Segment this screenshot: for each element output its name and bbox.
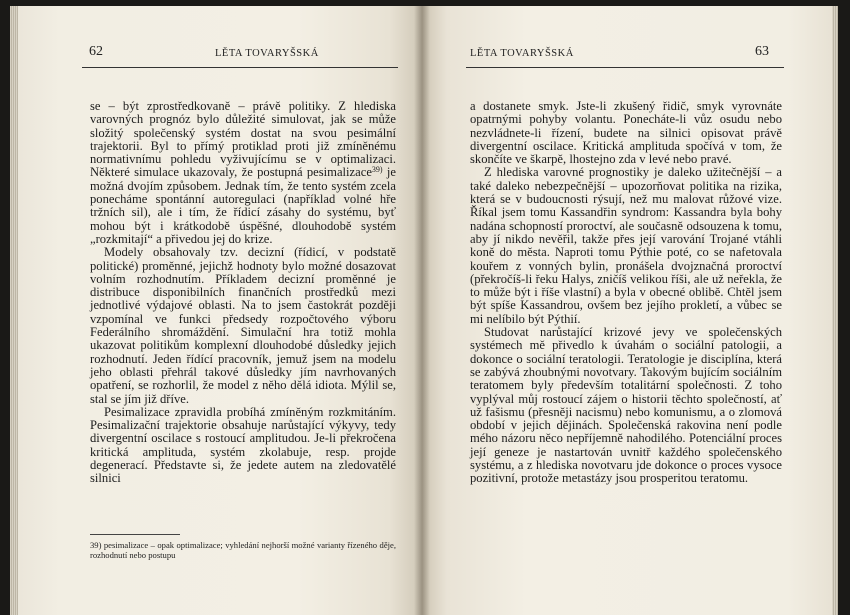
footnote: 39) pesimalizace – opak optimalizace; vyhledání nejhorší možné varianty řízeného děje, rozhodnutí nebo postupu (90, 540, 396, 560)
paragraph: Z hlediska varovné prognostiky je daleko užitečnější – a také daleko nebezpečnější – upozorňovat politika na rizika, která se v budoucnosti rýsují, než mu malovat růžové vize. Říkal jsem tomu Kassandřin syndrom: Kassandra byla bohy nadána schopností proroctví, ale současně odsouzena k tomu, aby jí nikdo nevěřil, takže přes její varování Trojané vtáhli koně do města. Naproti tomu Pýthie poté, co se nafetovala kouřem z vonných bylin, pronášela dvojznačná proroctví (překročíš-li řeku Halys, zničíš velikou říši, ale už neřekla, že to může být i říše vlastní) a byla v obecné oblibě. Chtěl jsem být spíše Kassandrou, ovšem bez jejího prokletí, a vůbec se mi nelíbilo být Pýthií. (470, 165, 782, 326)
page-edges-right (832, 6, 838, 615)
left-page (10, 6, 422, 615)
paragraph: Pesimalizace zpravidla probíhá zmíněným rozkmitáním. Pesimalizační trajektorie obsahuje narůstající výkyvy, tedy divergentní oscilace s rostoucí amplitudou. Je-li překročena kritická amplituda, systém zkolabuje, resp. projde degenerací. Představte si, že jedete autem na zledovatělé silnici (90, 404, 396, 486)
footnote-rule (90, 534, 180, 535)
paragraph: Modely obsahovaly tzv. decizní (řídicí, v podstatě politické) proměnné, jejichž hodnoty bylo možné dosazovat volním rozhodnutím. Příkladem decizní proměnné je distribuce disponibilních finančních prostředků mezi jednotlivé výdajové oblasti. Na to jsem častokrát později vzpomínal ve funkci předsedy rozpočtového výboru Federálního shromáždění. Simulační hra totiž mohla ukazovat politikům komplexní dlouhodobé důsledky jejich rozhodnutí. Jeden řídící pracovník, jemuž jsem na modelu jeho oblasti přehrál takové důsledky jím navrhovaných opatření, se rozhorlil, že model z něho dělá idiota. Mýlil se, stal se jím již dříve. (90, 245, 396, 406)
page-edges-left (10, 6, 18, 615)
paragraph: a dostanete smyk. Jste-li zkušený řidič, smyk vyrovnáte opatrnými pohyby volantu. Ponecháte-li vůz osudu nebo nezvládnete-li řízení, budete na silnici opisovat právě divergentní oscilace. Kritická amplituda spočívá v tom, že skončíte ve škarpě, lhostejno zda v levé nebo pravé. (470, 99, 782, 167)
right-body-text (470, 100, 782, 486)
footnote-ref: 39) (371, 165, 383, 175)
paragraph: Studovat narůstající krizové jevy ve společenských systémech mě přivedlo k úvahám o sociální patologii, a dokonce o sociální teratologii. Teratologie je disciplína, která se zabývá zhoubnými novotvary. Takovým bujícím sociálním teratomem byly především totalitární společnosti. Z toho vyplýval můj rostoucí zájem o historii těchto společností, ať už fašismu (přesněji nacismu) nebo komunismu, a o zlomová období v jejich dějinách. Společenská rakovina není podle mého názoru něco nepříjemně nahodilého. Potenciální proces její geneze je nastartován uvnitř každého společenského systému, a z hlediska novotvaru jde dokonce o proces vysoce pozitivní, protože metastázy jsou prosperitou teratomu. (470, 325, 782, 486)
book-spread (10, 6, 838, 615)
left-body-text (90, 100, 396, 486)
right-page (422, 6, 838, 615)
book-gutter (414, 6, 430, 615)
left-page-number: 62 (89, 44, 103, 59)
left-running-head: LĚTA TOVARYŠSKÁ (215, 48, 319, 59)
left-header-rule (82, 67, 398, 68)
right-running-head: LĚTA TOVARYŠSKÁ (470, 48, 574, 59)
right-page-number: 63 (755, 44, 769, 59)
paragraph: se – být zprostředkovaně – právě politiky. Z hlediska varovných prognóz bylo důležité simulovat, jak se může složitý společenský systém dostat na svou pesimální trajektorii. Byl to přímý protiklad proti již zmíněnému normativnímu pohledu vyživujícímu se v optimalizaci. Některé simulace ukazovaly, že postupná pesimalizace$^{39)}$ je možná dvojím způsobem. Jednak tím, že tento systém zcela ponecháme spontánní autoregulaci (například volné hře tržních sil), ale i tím, že řídicí zásahy do systému, byť mohou být i krátkodobě úspěšné, dlouhodobě systém „rozkmitají“ a přivedou jej do krize. (90, 99, 396, 246)
right-header-rule (466, 67, 784, 68)
